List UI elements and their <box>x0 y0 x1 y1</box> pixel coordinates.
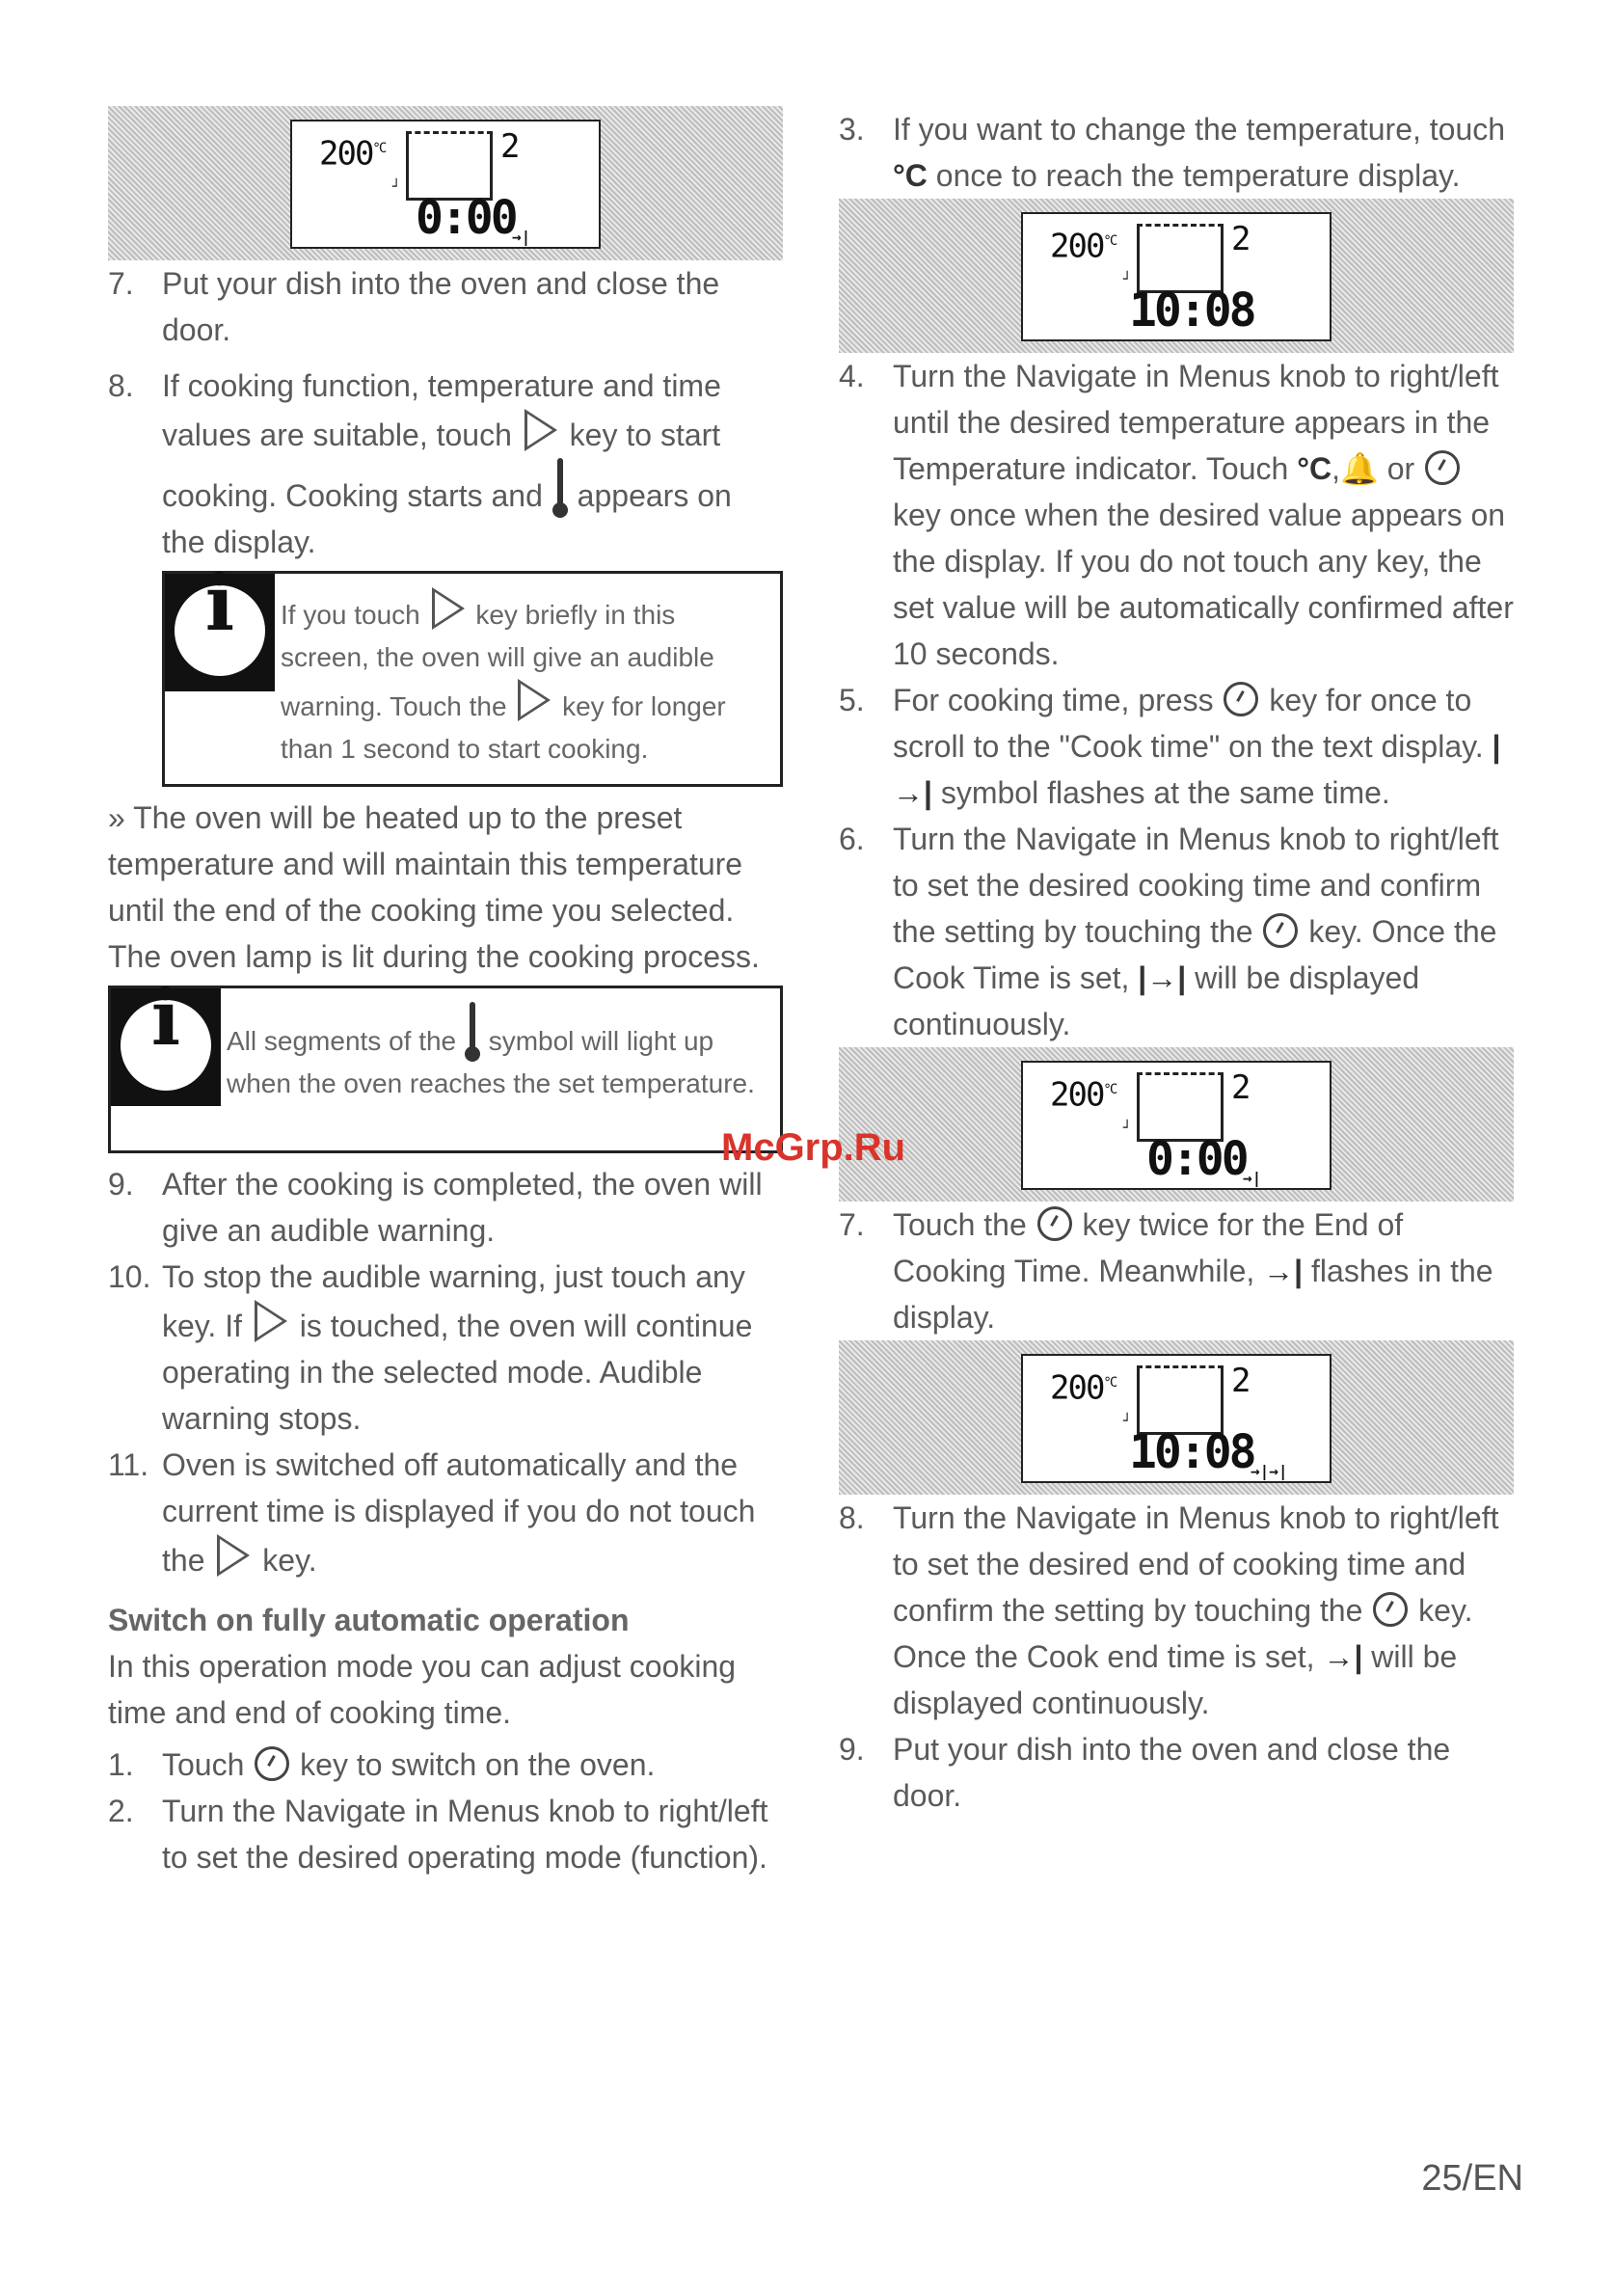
list-item: 8. If cooking function, temperature and time values are suitable, touch key to start cooking. Cooking starts and appears on the display. <box>108 368 732 559</box>
paragraph: In this operation mode you can adjust cooking time and end of cooking time. <box>108 1649 737 1730</box>
list-item: 7. Touch the key twice for the End of Cooking Time. Meanwhile, →| flashes in the display. <box>839 1207 1493 1335</box>
list-item: 8. Turn the Navigate in Menus knob to right/left to set the desired end of cooking time and confirm the setting by touching the key. Once the Cook end time is set, →| will be displayed continuously. <box>839 1500 1499 1720</box>
page-number: 25/EN <box>1421 2158 1523 2199</box>
lcd-temperature: $200^{^\circ C}$ <box>1050 227 1116 266</box>
lcd-temperature: $200^{^\circ C}$ <box>319 134 386 174</box>
lcd-level: 2 <box>500 127 521 166</box>
list-item: 7. Put your dish into the oven and close the door. <box>108 266 720 347</box>
info-note: i All segments of the symbol will light up when the oven reaches the set temperature. <box>108 986 783 1153</box>
list-item: 1. Touch key to switch on the oven. <box>108 1747 656 1782</box>
clock-icon <box>1037 1206 1072 1241</box>
lcd-level: 2 <box>1231 1068 1251 1107</box>
oven-display-panel <box>839 199 1514 353</box>
step-list <box>839 353 1514 1047</box>
left-column <box>108 106 783 1880</box>
celsius-key-icon: °C <box>893 158 928 193</box>
lcd-screen <box>1021 1354 1332 1483</box>
lcd-level: 2 <box>1231 220 1251 258</box>
cook-time-icon: |→| <box>1138 960 1187 995</box>
lcd-probe-icon: ┘ <box>1123 1414 1132 1429</box>
list-item: 5. For cooking time, press key for once to scroll to the "Cook time" on the text display. |→| symbol flashes at the same time. <box>839 683 1501 810</box>
step-list <box>108 1161 783 1583</box>
clock-icon <box>1373 1592 1408 1627</box>
lcd-timer-symbol: →| <box>512 228 531 246</box>
lcd-probe-icon: ┘ <box>392 179 401 195</box>
lcd-level: 2 <box>1231 1362 1251 1400</box>
lcd-screen <box>290 120 601 249</box>
right-column <box>839 106 1514 1819</box>
list-item: 10. To stop the audible warning, just touch any key. If is touched, the oven will continue operating in the selected mode. Audible warning stops. <box>108 1259 753 1436</box>
clock-icon <box>1224 682 1258 716</box>
lcd-timer-symbol: →| <box>1243 1169 1262 1187</box>
step-list <box>108 1742 783 1880</box>
oven-display-panel <box>839 1047 1514 1202</box>
thermometer-icon <box>470 1002 475 1058</box>
clock-icon <box>1425 450 1460 485</box>
list-item: 4. Turn the Navigate in Menus knob to right/left until the desired temperature appears in the Temperature indicator. Touch °C,🔔 or key once when the desired value appears on the display. If you do not touch any key, the set value will be automatically confirmed after 10 seconds. <box>839 359 1514 671</box>
start-key-icon <box>255 1300 287 1342</box>
list-item: 9. After the cooking is completed, the oven will give an audible warning. <box>108 1167 763 1248</box>
end-time-icon: →| <box>1323 1639 1363 1674</box>
list-item: 3. If you want to change the temperature, touch °C once to reach the temperature display. <box>839 112 1506 193</box>
start-key-icon <box>525 409 557 451</box>
start-key-icon <box>518 679 551 721</box>
info-icon <box>111 988 221 1106</box>
lcd-time: 0:00 <box>1146 1132 1247 1186</box>
lcd-screen <box>1021 1061 1332 1190</box>
end-time-icon: →| <box>1263 1254 1304 1288</box>
lcd-screen <box>1021 212 1332 341</box>
thermometer-icon <box>557 458 563 514</box>
list-item: 11. Oven is switched off automatically and the current time is displayed if you do not touch the key. <box>108 1447 756 1578</box>
bell-icon: 🔔 <box>1340 451 1379 486</box>
paragraph: » The oven will be heated up to the preset temperature and will maintain this temperature until the end of the cooking time you selected. The oven lamp is lit during the cooking process. <box>108 800 760 974</box>
list-item: 2. Turn the Navigate in Menus knob to right/left to set the desired operating mode (function). <box>108 1794 768 1875</box>
step-list <box>839 106 1514 199</box>
oven-display-panel <box>108 106 783 260</box>
start-key-icon <box>217 1534 250 1577</box>
info-icon <box>165 574 275 691</box>
list-item: 6. Turn the Navigate in Menus knob to right/left to set the desired cooking time and confirm the setting by touching the key. Once the Cook Time is set, |→| will be displayed continuously. <box>839 822 1499 1041</box>
lcd-time: 10:08 <box>1129 1425 1254 1479</box>
lcd-timer-symbol: →|→| <box>1251 1462 1288 1480</box>
list-item: 9. Put your dish into the oven and close the door. <box>839 1732 1451 1813</box>
step-list <box>108 260 783 565</box>
power-icon <box>255 1746 289 1781</box>
lcd-probe-icon: ┘ <box>1123 1121 1132 1136</box>
cook-time-icon: |→| <box>893 729 1501 810</box>
step-list <box>839 1495 1514 1819</box>
celsius-key-icon: °C <box>1297 451 1332 486</box>
lcd-temperature: $200^{^\circ C}$ <box>1050 1075 1116 1115</box>
step-list <box>839 1202 1514 1340</box>
lcd-time: 0:00 <box>416 191 516 245</box>
lcd-time: 10:08 <box>1129 284 1254 338</box>
start-key-icon <box>432 587 465 630</box>
watermark: McGrp.Ru <box>721 1126 906 1169</box>
clock-icon <box>1263 913 1298 948</box>
lcd-temperature: $200^{^\circ C}$ <box>1050 1368 1116 1408</box>
info-note: i If you touch key briefly in this screen, the oven will give an audible warning. Touch the key for longer than 1 second to start cooking. <box>162 571 783 787</box>
lcd-probe-icon: ┘ <box>1123 272 1132 287</box>
oven-display-panel <box>839 1340 1514 1495</box>
section-heading: Switch on fully automatic operation <box>108 1603 630 1637</box>
